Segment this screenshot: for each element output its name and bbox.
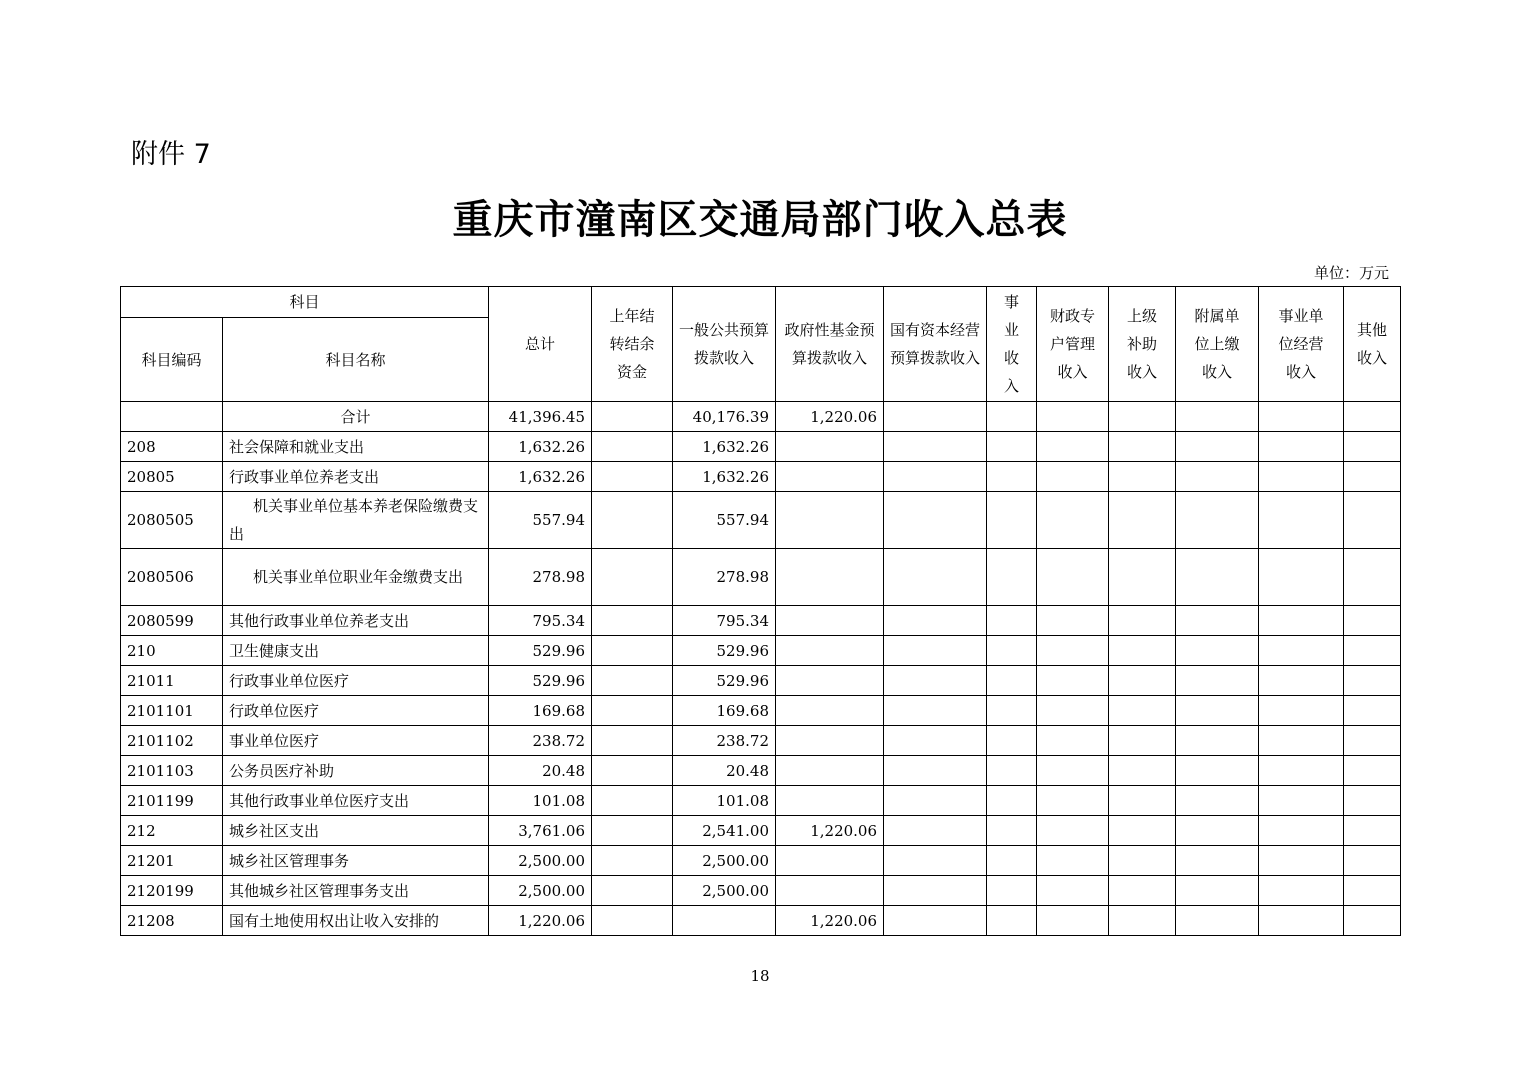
cell-total: 2,500.00: [489, 876, 592, 906]
cell-name: 公务员医疗补助: [223, 756, 489, 786]
cell-govfund: [776, 606, 884, 636]
cell-govfund: 1,220.06: [776, 816, 884, 846]
cell-name: 合计: [223, 402, 489, 432]
cell-name: 其他行政事业单位医疗支出: [223, 786, 489, 816]
table-row: [121, 462, 1401, 492]
cell-name: 行政事业单位养老支出: [223, 462, 489, 492]
cell-general: 2,500.00: [673, 876, 776, 906]
cell-total: 41,396.45: [489, 402, 592, 432]
header-code: 科目编码: [121, 318, 223, 402]
table-row: [121, 606, 1401, 636]
cell-govfund: [776, 549, 884, 606]
cell-govfund: [776, 462, 884, 492]
cell-general: 557.94: [673, 492, 776, 549]
cell-code: 2080599: [121, 606, 223, 636]
income-table: [120, 286, 1401, 936]
cell-general: 529.96: [673, 666, 776, 696]
header-business: 事业收入: [987, 287, 1037, 402]
cell-total: 1,632.26: [489, 432, 592, 462]
cell-govfund: [776, 846, 884, 876]
header-affiliate: 附属单位上缴收入: [1176, 287, 1259, 402]
cell-govfund: [776, 492, 884, 549]
cell-govfund: 1,220.06: [776, 906, 884, 936]
header-govfund: 政府性基金预算拨款收入: [776, 287, 884, 402]
cell-govfund: [776, 786, 884, 816]
cell-code: 2080505: [121, 492, 223, 549]
attachment-label: 附件 7: [131, 139, 211, 170]
table-row: [121, 432, 1401, 462]
cell-total: 795.34: [489, 606, 592, 636]
cell-general: 795.34: [673, 606, 776, 636]
cell-name: 机关事业单位基本养老保险缴费支出: [223, 492, 489, 549]
cell-name: 事业单位医疗: [223, 726, 489, 756]
cell-total: 1,220.06: [489, 906, 592, 936]
cell-general: 40,176.39: [673, 402, 776, 432]
table-row: [121, 492, 1401, 549]
cell-govfund: [776, 756, 884, 786]
cell-general: 169.68: [673, 696, 776, 726]
table-row: [121, 846, 1401, 876]
cell-name: 卫生健康支出: [223, 636, 489, 666]
cell-general: 2,541.00: [673, 816, 776, 846]
header-stateasset: 国有资本经营预算拨款收入: [884, 287, 987, 402]
header-other: 其他收入: [1344, 287, 1401, 402]
table-row: [121, 756, 1401, 786]
cell-total: 2,500.00: [489, 846, 592, 876]
table-row: [121, 906, 1401, 936]
header-special: 财政专户管理收入: [1037, 287, 1109, 402]
unit-label: 单位：万元: [1313, 264, 1389, 282]
cell-total: 238.72: [489, 726, 592, 756]
cell-govfund: [776, 726, 884, 756]
cell-general: 1,632.26: [673, 462, 776, 492]
cell-code: 2101199: [121, 786, 223, 816]
cell-code: 2101103: [121, 756, 223, 786]
cell-general: 278.98: [673, 549, 776, 606]
page-number: 18: [750, 967, 770, 985]
cell-total: 529.96: [489, 666, 592, 696]
cell-govfund: [776, 696, 884, 726]
cell-name: 机关事业单位职业年金缴费支出: [223, 549, 489, 606]
cell-general: 20.48: [673, 756, 776, 786]
cell-name: 行政单位医疗: [223, 696, 489, 726]
cell-code: 2101101: [121, 696, 223, 726]
table-row: [121, 666, 1401, 696]
cell-total: 278.98: [489, 549, 592, 606]
cell-code: 208: [121, 432, 223, 462]
cell-code: 20805: [121, 462, 223, 492]
cell-code: 210: [121, 636, 223, 666]
cell-total: 557.94: [489, 492, 592, 549]
cell-govfund: [776, 876, 884, 906]
cell-name: 城乡社区支出: [223, 816, 489, 846]
cell-general: 1,632.26: [673, 432, 776, 462]
cell-name: 其他行政事业单位养老支出: [223, 606, 489, 636]
cell-govfund: 1,220.06: [776, 402, 884, 432]
header-carryover: 上年结转结余资金: [592, 287, 673, 402]
header-general: 一般公共预算拨款收入: [673, 287, 776, 402]
cell-name: 其他城乡社区管理事务支出: [223, 876, 489, 906]
cell-general: 238.72: [673, 726, 776, 756]
header-total: 总计: [489, 287, 592, 402]
cell-code: 2080506: [121, 549, 223, 606]
table-row: [121, 816, 1401, 846]
cell-code: 2101102: [121, 726, 223, 756]
cell-total: 529.96: [489, 636, 592, 666]
cell-general: [673, 906, 776, 936]
cell-code: 212: [121, 816, 223, 846]
cell-total: 101.08: [489, 786, 592, 816]
cell-code: 21208: [121, 906, 223, 936]
cell-code: 2120199: [121, 876, 223, 906]
cell-name: 城乡社区管理事务: [223, 846, 489, 876]
cell-code: 21011: [121, 666, 223, 696]
table-row: [121, 636, 1401, 666]
header-superior: 上级补助收入: [1109, 287, 1176, 402]
cell-name: 国有土地使用权出让收入安排的: [223, 906, 489, 936]
cell-govfund: [776, 666, 884, 696]
cell-name: 行政事业单位医疗: [223, 666, 489, 696]
cell-total: 20.48: [489, 756, 592, 786]
table-row: [121, 726, 1401, 756]
cell-total: 169.68: [489, 696, 592, 726]
table-row: [121, 786, 1401, 816]
cell-total: 1,632.26: [489, 462, 592, 492]
header-name: 科目名称: [223, 318, 489, 402]
cell-general: 101.08: [673, 786, 776, 816]
header-subject: 科目: [121, 287, 489, 318]
header-operation: 事业单位经营收入: [1259, 287, 1344, 402]
cell-name: 社会保障和就业支出: [223, 432, 489, 462]
cell-govfund: [776, 636, 884, 666]
table-row: [121, 549, 1401, 606]
table-row: [121, 696, 1401, 726]
cell-govfund: [776, 432, 884, 462]
cell-general: 529.96: [673, 636, 776, 666]
cell-code: [121, 402, 223, 432]
cell-general: 2,500.00: [673, 846, 776, 876]
cell-code: 21201: [121, 846, 223, 876]
table-row: [121, 876, 1401, 906]
page-title: 重庆市潼南区交通局部门收入总表: [452, 196, 1068, 243]
cell-total: 3,761.06: [489, 816, 592, 846]
table-row-total: [121, 402, 1401, 432]
